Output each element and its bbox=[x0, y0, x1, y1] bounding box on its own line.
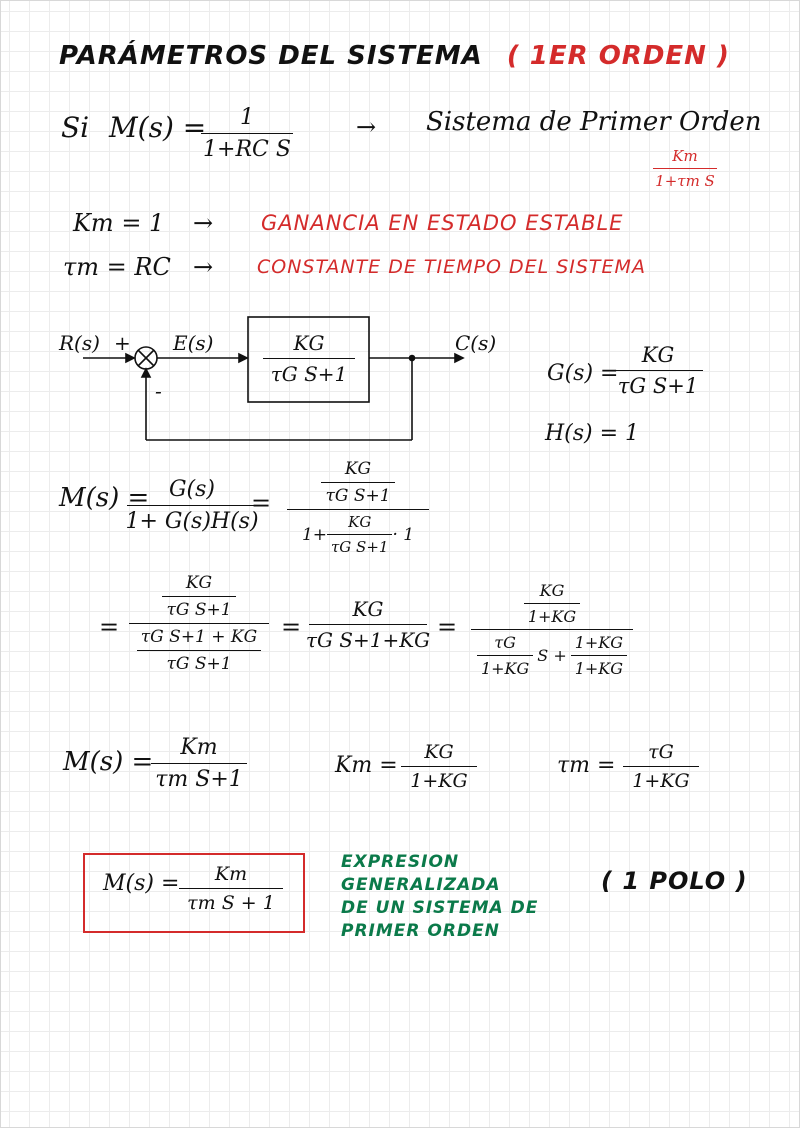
result-km-fraction bbox=[401, 741, 477, 792]
deriv-l2-f3-den-a-num: τG bbox=[494, 633, 516, 652]
fraction-bar bbox=[129, 623, 269, 624]
deriv-l1-f1-den: 1+ G(s)H(s) bbox=[125, 509, 259, 534]
bd-block-den: τG S+1 bbox=[270, 362, 348, 386]
deriv-l2-f2-num: KG bbox=[352, 597, 384, 621]
result-den: τm S+1 bbox=[155, 767, 243, 792]
hint-num: Km bbox=[672, 147, 698, 165]
deriv-l2-frac3 bbox=[471, 581, 633, 678]
fraction-bar bbox=[471, 629, 633, 630]
def-tm-arrow: → bbox=[193, 253, 214, 281]
deriv-l1-frac2 bbox=[287, 459, 429, 556]
fraction-bar bbox=[401, 766, 477, 767]
final-lhs: M(s) = bbox=[103, 871, 180, 896]
fraction-bar bbox=[571, 655, 627, 656]
bd-error-label: E(s) bbox=[173, 331, 214, 355]
title-order: ( 1ER ORDEN ) bbox=[506, 41, 730, 71]
fraction-bar bbox=[162, 596, 235, 597]
deriv-l2-f1-num-den: τG S+1 bbox=[166, 600, 232, 620]
deriv-l2-eq3: = bbox=[437, 613, 458, 641]
block-diagram-lines bbox=[1, 1, 800, 1129]
deriv-l2-eq2: = bbox=[281, 613, 302, 641]
deriv-l2-f3-num-num: KG bbox=[539, 581, 565, 600]
def-km-arrow: → bbox=[193, 209, 214, 237]
deriv-l2-f3-num-den: 1+KG bbox=[527, 607, 577, 626]
deriv-l1-lhs: M(s) = bbox=[59, 483, 150, 513]
fraction-bar bbox=[327, 534, 392, 535]
result-tm-den: 1+KG bbox=[632, 770, 690, 792]
deriv-l1-f2-den-den: τG S+1 bbox=[331, 538, 389, 556]
deriv-l2-f3-den-a bbox=[477, 633, 533, 678]
final-note bbox=[341, 851, 538, 943]
hint-den: 1+τm S bbox=[655, 172, 715, 190]
result-lhs: M(s) = bbox=[63, 747, 154, 777]
deriv-l1-f2-den-post: · 1 bbox=[392, 524, 415, 545]
final-note-line: EXPRESION bbox=[341, 852, 460, 872]
final-poles: ( 1 POLO ) bbox=[601, 867, 748, 895]
fraction-bar bbox=[623, 766, 699, 767]
deriv-l2-f3-den-mid: S + bbox=[537, 646, 567, 665]
result-km-num: KG bbox=[424, 741, 454, 763]
fraction-bar bbox=[137, 650, 261, 651]
deriv-l1-f2-den bbox=[302, 513, 414, 556]
bd-minus-sign: - bbox=[155, 379, 162, 403]
deriv-l2-f2-den: τG S+1+KG bbox=[305, 628, 431, 652]
deriv-l2-f3-den bbox=[477, 633, 627, 678]
deriv-l1-eq: = bbox=[251, 489, 272, 517]
result-tm-num: τG bbox=[648, 741, 674, 763]
deriv-l1-f1-num: G(s) bbox=[168, 477, 216, 502]
deriv-l1-f2-den-pre: 1+ bbox=[301, 524, 327, 545]
deriv-l2-f3-den-b-num: 1+KG bbox=[574, 633, 624, 652]
intro-si: Si bbox=[61, 111, 90, 144]
final-note-line: DE UN SISTEMA DE bbox=[341, 898, 539, 918]
deriv-l2-f1-den bbox=[137, 627, 261, 674]
bd-g-label: G(s) = bbox=[547, 361, 619, 386]
deriv-l1-f2-num-num: KG bbox=[344, 459, 372, 479]
deriv-l2-f1-den-den: τG S+1 bbox=[166, 654, 232, 674]
result-num: Km bbox=[180, 735, 218, 760]
result-tm-fraction bbox=[623, 741, 699, 792]
deriv-l2-f3-den-a-den: 1+KG bbox=[480, 659, 530, 678]
intro-num: 1 bbox=[240, 105, 254, 130]
deriv-l2-f3-den-b bbox=[571, 633, 627, 678]
fraction-bar bbox=[287, 509, 429, 510]
bd-plus-sign: + bbox=[114, 331, 131, 355]
fraction-bar bbox=[309, 624, 427, 625]
deriv-l2-eq1: = bbox=[99, 613, 120, 641]
bd-g-den: τG S+1 bbox=[617, 374, 699, 398]
title-main: PARÁMETROS DEL SISTEMA bbox=[59, 41, 483, 71]
deriv-l1-frac1 bbox=[127, 477, 257, 534]
bd-g-num: KG bbox=[641, 343, 675, 367]
result-km-lhs: Km = bbox=[335, 753, 398, 778]
result-tm-lhs: τm = bbox=[557, 753, 616, 778]
fraction-bar bbox=[263, 358, 355, 359]
def-km-meaning: GANANCIA EN ESTADO ESTABLE bbox=[261, 211, 624, 235]
intro-den: 1+RC S bbox=[203, 137, 291, 162]
deriv-l2-f1-num bbox=[162, 573, 235, 620]
deriv-l2-f1-den-num: τG S+1 + KG bbox=[140, 627, 258, 647]
def-km-symbol: Km = 1 bbox=[73, 209, 165, 237]
deriv-l2-frac2 bbox=[305, 597, 431, 652]
bd-block-num: KG bbox=[293, 331, 325, 355]
def-tm-meaning: CONSTANTE DE TIEMPO DEL SISTEMA bbox=[257, 256, 646, 278]
fraction-bar bbox=[524, 603, 580, 604]
result-fraction bbox=[151, 735, 247, 792]
fraction-bar bbox=[613, 370, 703, 371]
fraction-bar bbox=[179, 888, 283, 889]
deriv-l2-f1-num-num: KG bbox=[185, 573, 213, 593]
fraction-bar bbox=[477, 655, 533, 656]
intro-ms: M(s) = bbox=[109, 111, 207, 144]
def-tm-symbol: τm = RC bbox=[63, 253, 171, 281]
bd-input-label: R(s) bbox=[59, 331, 100, 355]
fraction-bar bbox=[321, 482, 394, 483]
bd-g-fraction bbox=[613, 343, 703, 398]
deriv-l1-f2-den-num: KG bbox=[348, 513, 372, 531]
bd-h-equation: H(s) = 1 bbox=[545, 421, 640, 446]
deriv-l2-frac1 bbox=[129, 573, 269, 674]
final-fraction bbox=[179, 863, 283, 914]
final-note-line: GENERALIZADA bbox=[341, 875, 501, 895]
bd-block-transfer bbox=[263, 331, 355, 386]
deriv-l2-f3-num bbox=[524, 581, 580, 626]
bd-output-label: C(s) bbox=[455, 331, 497, 355]
final-num: Km bbox=[214, 863, 248, 885]
deriv-l1-f2-num-den: τG S+1 bbox=[325, 486, 391, 506]
deriv-l1-f2-num bbox=[321, 459, 394, 506]
fraction-bar bbox=[127, 505, 257, 506]
final-note-line: PRIMER ORDEN bbox=[341, 921, 500, 941]
deriv-l1-f2-den-frac bbox=[327, 513, 392, 556]
deriv-l2-f3-den-b-den: 1+KG bbox=[574, 659, 624, 678]
intro-arrow: → bbox=[356, 113, 377, 141]
result-km-den: 1+KG bbox=[410, 770, 468, 792]
intro-label: Sistema de Primer Orden bbox=[426, 107, 762, 137]
fraction-bar bbox=[151, 763, 247, 764]
final-den: τm S + 1 bbox=[187, 892, 275, 914]
